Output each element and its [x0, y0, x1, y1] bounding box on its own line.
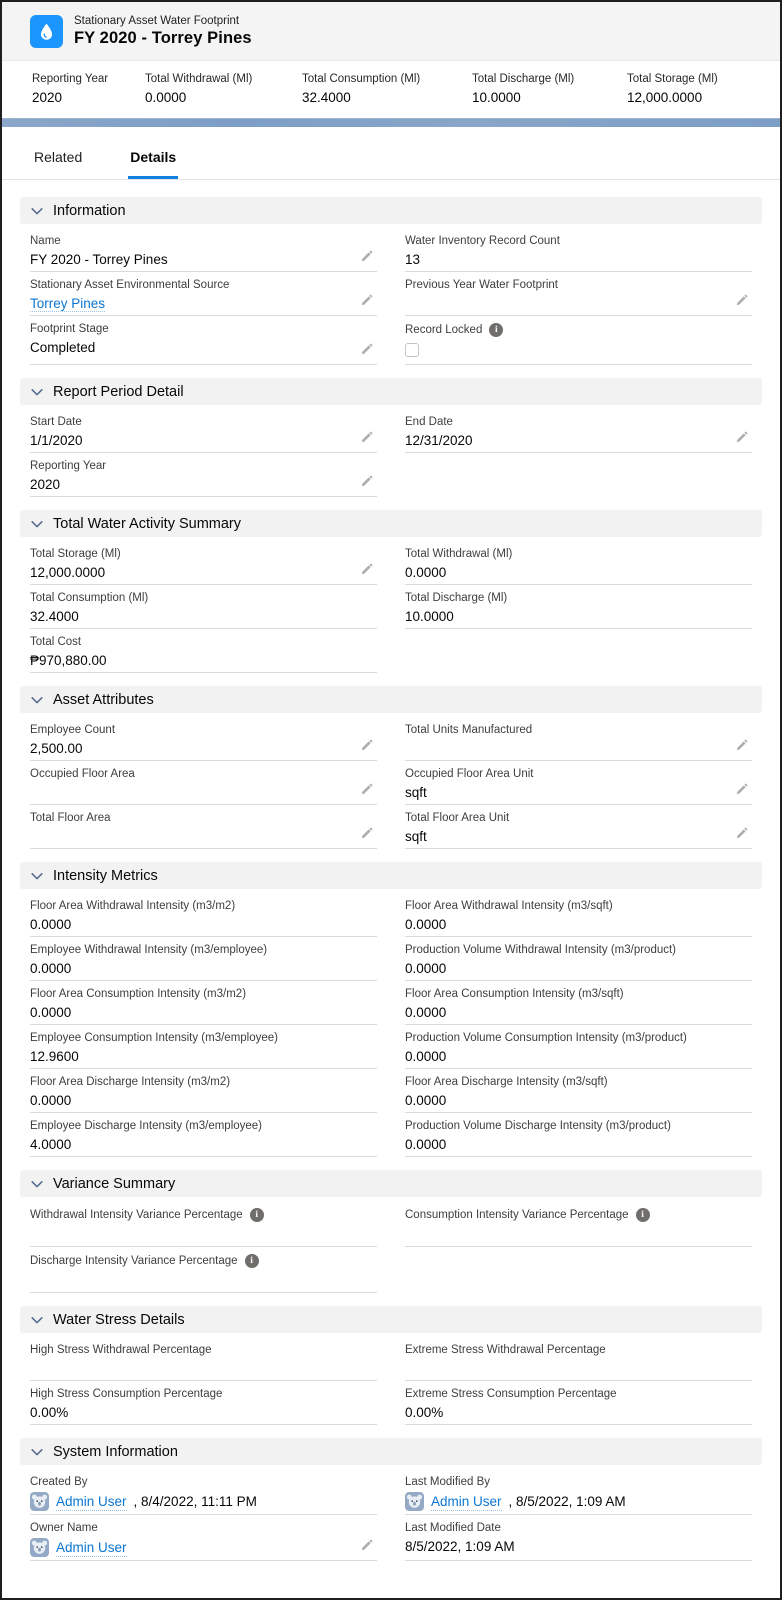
field-floor-area-withdrawal-intensity-m3-sqft-	[405, 893, 752, 937]
field-total-units-manufactured	[405, 717, 752, 761]
field-label: End Date	[405, 416, 453, 428]
field-value: 0.0000	[405, 917, 447, 932]
field-value: sqft	[405, 785, 427, 800]
field-value	[30, 1492, 351, 1511]
field-label: Floor Area Withdrawal Intensity (m3/m2)	[30, 900, 236, 912]
edit-pencil-icon[interactable]	[359, 429, 375, 445]
highlight-value: 0.0000	[145, 90, 187, 105]
field-total-floor-area	[30, 805, 377, 849]
field-label: Floor Area Discharge Intensity (m3/sqft)	[405, 1076, 608, 1088]
field-floor-area-withdrawal-intensity-m3-m2-	[30, 893, 377, 937]
section-header-water-stress-details[interactable]	[20, 1306, 762, 1333]
fields-grid	[30, 717, 752, 849]
edit-pencil-icon[interactable]	[359, 1537, 375, 1553]
field-stationary-asset-environmental-source	[30, 272, 377, 316]
field-label: Stationary Asset Environmental Source	[30, 279, 230, 291]
field-label: Total Floor Area	[30, 812, 111, 824]
field-label: Reporting Year	[30, 460, 107, 472]
record-link[interactable]: Torrey Pines	[30, 296, 106, 311]
field-value	[405, 341, 726, 361]
section-header-variance-summary[interactable]	[20, 1170, 762, 1197]
section-header-report-period-detail[interactable]	[20, 378, 762, 405]
field-label: Total Floor Area Unit	[405, 812, 510, 824]
field-value: sqft	[405, 829, 427, 844]
field-value: 12,000.0000	[30, 565, 106, 580]
user-avatar	[30, 1538, 49, 1557]
highlight-label: Total Consumption (Ml)	[302, 73, 421, 85]
field-label: Record Locked i	[405, 323, 726, 337]
edit-pencil-icon[interactable]	[359, 341, 375, 357]
chevron-down-icon	[30, 1313, 44, 1327]
field-value: 0.00%	[405, 1405, 444, 1420]
field-name	[30, 228, 377, 272]
field-value: 0.0000	[405, 565, 447, 580]
edit-pencil-icon[interactable]	[359, 825, 375, 841]
field-label: Discharge Intensity Variance Percentage i	[30, 1254, 351, 1268]
edit-pencil-icon[interactable]	[359, 292, 375, 308]
chevron-down-icon	[30, 1445, 44, 1459]
fields-grid	[30, 893, 752, 1157]
field-label: Water Inventory Record Count	[405, 235, 560, 247]
field-value: 0.0000	[405, 961, 447, 976]
field-extreme-stress-consumption-percentage	[405, 1381, 752, 1425]
chevron-down-icon	[30, 385, 44, 399]
field-total-withdrawal-ml-	[405, 541, 752, 585]
field-label: Name	[30, 235, 61, 247]
field-value: 0.0000	[405, 1049, 447, 1064]
field-discharge-intensity-variance-percentage	[30, 1247, 377, 1293]
field-label: Created By	[30, 1476, 88, 1488]
info-icon[interactable]: i	[636, 1208, 650, 1222]
record-titles	[74, 15, 252, 48]
field-occupied-floor-area-unit	[405, 761, 752, 805]
timestamp-text: , 8/5/2022, 1:09 AM	[508, 1494, 626, 1509]
field-last-modified-date	[405, 1515, 752, 1561]
field-label: Occupied Floor Area Unit	[405, 768, 534, 780]
field-value	[405, 1360, 726, 1377]
field-label: Production Volume Withdrawal Intensity (m3/product)	[405, 944, 677, 956]
empty-cell	[405, 453, 752, 497]
highlight-field	[145, 73, 302, 105]
field-label: Total Cost	[30, 636, 82, 648]
highlight-label: Reporting Year	[32, 73, 109, 85]
section-header-system-information[interactable]	[20, 1438, 762, 1465]
field-production-volume-discharge-intensity-m3-product-	[405, 1113, 752, 1157]
field-label: Last Modified By	[405, 1476, 491, 1488]
edit-pencil-icon[interactable]	[359, 561, 375, 577]
field-label: Floor Area Consumption Intensity (m3/m2)	[30, 988, 247, 1000]
field-value: 0.0000	[30, 1093, 72, 1108]
field-value	[30, 1226, 351, 1243]
field-production-volume-consumption-intensity-m3-product-	[405, 1025, 752, 1069]
field-label: High Stress Consumption Percentage	[30, 1388, 223, 1400]
field-floor-area-consumption-intensity-m3-m2-	[30, 981, 377, 1025]
field-value: 2,500.00	[30, 741, 83, 756]
field-value: 0.0000	[405, 1005, 447, 1020]
water-drop-icon	[30, 15, 63, 48]
field-record-locked	[405, 316, 752, 365]
chevron-down-icon	[30, 517, 44, 531]
field-label: Employee Consumption Intensity (m3/employee)	[30, 1032, 279, 1044]
fields-grid	[30, 1469, 752, 1561]
fields-grid	[30, 1337, 752, 1425]
field-start-date	[30, 409, 377, 453]
field-floor-area-discharge-intensity-m3-m2-	[30, 1069, 377, 1113]
field-value: 0.0000	[30, 961, 72, 976]
highlight-field	[302, 73, 472, 105]
entity-label: Stationary Asset Water Footprint	[74, 15, 240, 27]
user-avatar	[405, 1492, 424, 1511]
field-value	[30, 1272, 351, 1289]
highlight-field	[472, 73, 627, 105]
field-label: Footprint Stage	[30, 323, 109, 335]
field-label: Floor Area Discharge Intensity (m3/m2)	[30, 1076, 231, 1088]
field-label: Extreme Stress Withdrawal Percentage	[405, 1344, 606, 1356]
info-icon[interactable]: i	[245, 1254, 259, 1268]
field-value: 2020	[30, 477, 61, 492]
field-extreme-stress-withdrawal-percentage	[405, 1337, 752, 1381]
field-value: ₱970,880.00	[30, 653, 107, 668]
section-title: Report Period Detail	[53, 383, 184, 400]
section-title: System Information	[53, 1443, 178, 1460]
fields-grid	[30, 541, 752, 673]
field-label: Total Withdrawal (Ml)	[405, 548, 513, 560]
field-value: 4.0000	[30, 1137, 72, 1152]
field-label: High Stress Withdrawal Percentage	[30, 1344, 212, 1356]
field-value: 1/1/2020	[30, 433, 83, 448]
field-value	[30, 295, 351, 312]
tab-bar	[2, 137, 780, 180]
field-label: Total Units Manufactured	[405, 724, 533, 736]
field-owner-name	[30, 1515, 377, 1561]
info-icon[interactable]: i	[250, 1208, 264, 1222]
section-title: Variance Summary	[53, 1175, 176, 1192]
chevron-down-icon	[30, 693, 44, 707]
field-total-consumption-ml-	[30, 585, 377, 629]
field-label: Total Storage (Ml)	[30, 548, 121, 560]
brand-strip	[2, 118, 780, 127]
field-label: Production Volume Discharge Intensity (m3/product)	[405, 1120, 671, 1132]
edit-pencil-icon[interactable]	[359, 248, 375, 264]
field-value: 0.0000	[30, 917, 72, 932]
field-label: Total Consumption (Ml)	[30, 592, 149, 604]
field-value	[30, 828, 351, 845]
record-header	[2, 2, 780, 61]
user-link[interactable]: Admin User	[431, 1493, 502, 1509]
edit-pencil-icon[interactable]	[359, 781, 375, 797]
field-value: 0.0000	[405, 1093, 447, 1108]
field-value	[405, 295, 726, 312]
field-value	[405, 1492, 726, 1511]
field-water-inventory-record-count	[405, 228, 752, 272]
edit-pencil-icon[interactable]	[734, 781, 750, 797]
field-value	[30, 1538, 351, 1557]
field-withdrawal-intensity-variance-percentage	[30, 1201, 377, 1247]
user-link[interactable]: Admin User	[56, 1539, 127, 1555]
field-total-floor-area-unit	[405, 805, 752, 849]
record-locked-checkbox[interactable]	[405, 343, 419, 357]
field-value: 0.0000	[405, 1137, 447, 1152]
edit-pencil-icon[interactable]	[734, 292, 750, 308]
field-value	[30, 784, 351, 801]
field-employee-count	[30, 717, 377, 761]
highlights-panel	[2, 61, 780, 118]
field-label: Production Volume Consumption Intensity (m3/product)	[405, 1032, 687, 1044]
section-header-asset-attributes[interactable]	[20, 686, 762, 713]
field-label: Employee Discharge Intensity (m3/employee)	[30, 1120, 263, 1132]
field-value: 0.00%	[30, 1405, 69, 1420]
field-label: Employee Withdrawal Intensity (m3/employee)	[30, 944, 268, 956]
highlight-label: Total Withdrawal (Ml)	[145, 73, 253, 85]
edit-pencil-icon[interactable]	[734, 429, 750, 445]
section-title: Information	[53, 202, 126, 219]
field-employee-discharge-intensity-m3-employee-	[30, 1113, 377, 1157]
info-icon[interactable]: i	[489, 323, 503, 337]
fields-grid	[30, 228, 752, 365]
edit-pencil-icon[interactable]	[734, 825, 750, 841]
empty-cell	[405, 1247, 752, 1293]
edit-pencil-icon[interactable]	[734, 737, 750, 753]
field-value	[405, 740, 726, 757]
section-header-intensity-metrics[interactable]	[20, 862, 762, 889]
field-previous-year-water-footprint	[405, 272, 752, 316]
timestamp-text: , 8/4/2022, 11:11 PM	[133, 1494, 257, 1509]
section-title: Asset Attributes	[53, 691, 154, 708]
field-production-volume-withdrawal-intensity-m3-product-	[405, 937, 752, 981]
field-label: Employee Count	[30, 724, 116, 736]
highlight-label: Total Storage (Ml)	[627, 73, 718, 85]
section-title: Intensity Metrics	[53, 867, 158, 884]
field-floor-area-discharge-intensity-m3-sqft-	[405, 1069, 752, 1113]
empty-cell	[405, 629, 752, 673]
section-title: Total Water Activity Summary	[53, 515, 242, 532]
field-high-stress-withdrawal-percentage	[30, 1337, 377, 1381]
field-last-modified-by	[405, 1469, 752, 1515]
field-footprint-stage	[30, 316, 377, 365]
fields-grid	[30, 409, 752, 497]
field-label: Extreme Stress Consumption Percentage	[405, 1388, 617, 1400]
field-occupied-floor-area	[30, 761, 377, 805]
field-label: Floor Area Consumption Intensity (m3/sqft)	[405, 988, 624, 1000]
field-value	[30, 1360, 351, 1377]
field-consumption-intensity-variance-percentage	[405, 1201, 752, 1247]
field-label: Withdrawal Intensity Variance Percentage i	[30, 1208, 351, 1222]
field-label: Consumption Intensity Variance Percentage i	[405, 1208, 726, 1222]
section-header-information[interactable]	[20, 197, 762, 224]
field-value: FY 2020 - Torrey Pines	[30, 252, 168, 267]
field-total-cost	[30, 629, 377, 673]
section-header-total-water-activity-summary[interactable]	[20, 510, 762, 537]
highlight-label: Total Discharge (Ml)	[472, 73, 575, 85]
field-label: Floor Area Withdrawal Intensity (m3/sqft)	[405, 900, 613, 912]
tab-details[interactable]: Details	[128, 137, 178, 179]
field-value: 13	[405, 252, 421, 267]
field-value: 12.9600	[30, 1049, 79, 1064]
field-label: Owner Name	[30, 1522, 98, 1534]
highlight-value: 10.0000	[472, 90, 521, 105]
field-label: Total Discharge (Ml)	[405, 592, 508, 604]
field-label: Last Modified Date	[405, 1522, 501, 1534]
field-value: 0.0000	[30, 1005, 72, 1020]
field-employee-withdrawal-intensity-m3-employee-	[30, 937, 377, 981]
user-link[interactable]: Admin User	[56, 1493, 127, 1509]
chevron-down-icon	[30, 1177, 44, 1191]
field-label: Previous Year Water Footprint	[405, 279, 558, 291]
highlight-value: 32.4000	[302, 90, 351, 105]
section-title: Water Stress Details	[53, 1311, 185, 1328]
chevron-down-icon	[30, 869, 44, 883]
highlight-value: 12,000.0000	[627, 90, 703, 105]
highlight-field	[627, 73, 770, 105]
tab-related[interactable]: Related	[34, 149, 83, 165]
chevron-down-icon	[30, 204, 44, 218]
field-total-discharge-ml-	[405, 585, 752, 629]
field-created-by	[30, 1469, 377, 1515]
user-avatar	[30, 1492, 49, 1511]
field-high-stress-consumption-percentage	[30, 1381, 377, 1425]
field-value: Completed	[30, 340, 96, 355]
field-value: 8/5/2022, 1:09 AM	[405, 1539, 515, 1554]
field-label: Start Date	[30, 416, 82, 428]
field-floor-area-consumption-intensity-m3-sqft-	[405, 981, 752, 1025]
field-label: Occupied Floor Area	[30, 768, 135, 780]
details-panel	[2, 180, 780, 1561]
field-value: 12/31/2020	[405, 433, 473, 448]
field-end-date	[405, 409, 752, 453]
edit-pencil-icon[interactable]	[359, 473, 375, 489]
field-reporting-year	[30, 453, 377, 497]
fields-grid	[30, 1201, 752, 1293]
field-total-storage-ml-	[30, 541, 377, 585]
field-value	[405, 1226, 726, 1243]
field-employee-consumption-intensity-m3-employee-	[30, 1025, 377, 1069]
field-value: 32.4000	[30, 609, 79, 624]
edit-pencil-icon[interactable]	[359, 737, 375, 753]
field-value: 10.0000	[405, 609, 454, 624]
highlight-value: 2020	[32, 90, 63, 105]
page-title: FY 2020 - Torrey Pines	[74, 29, 252, 47]
highlight-field	[32, 73, 145, 105]
